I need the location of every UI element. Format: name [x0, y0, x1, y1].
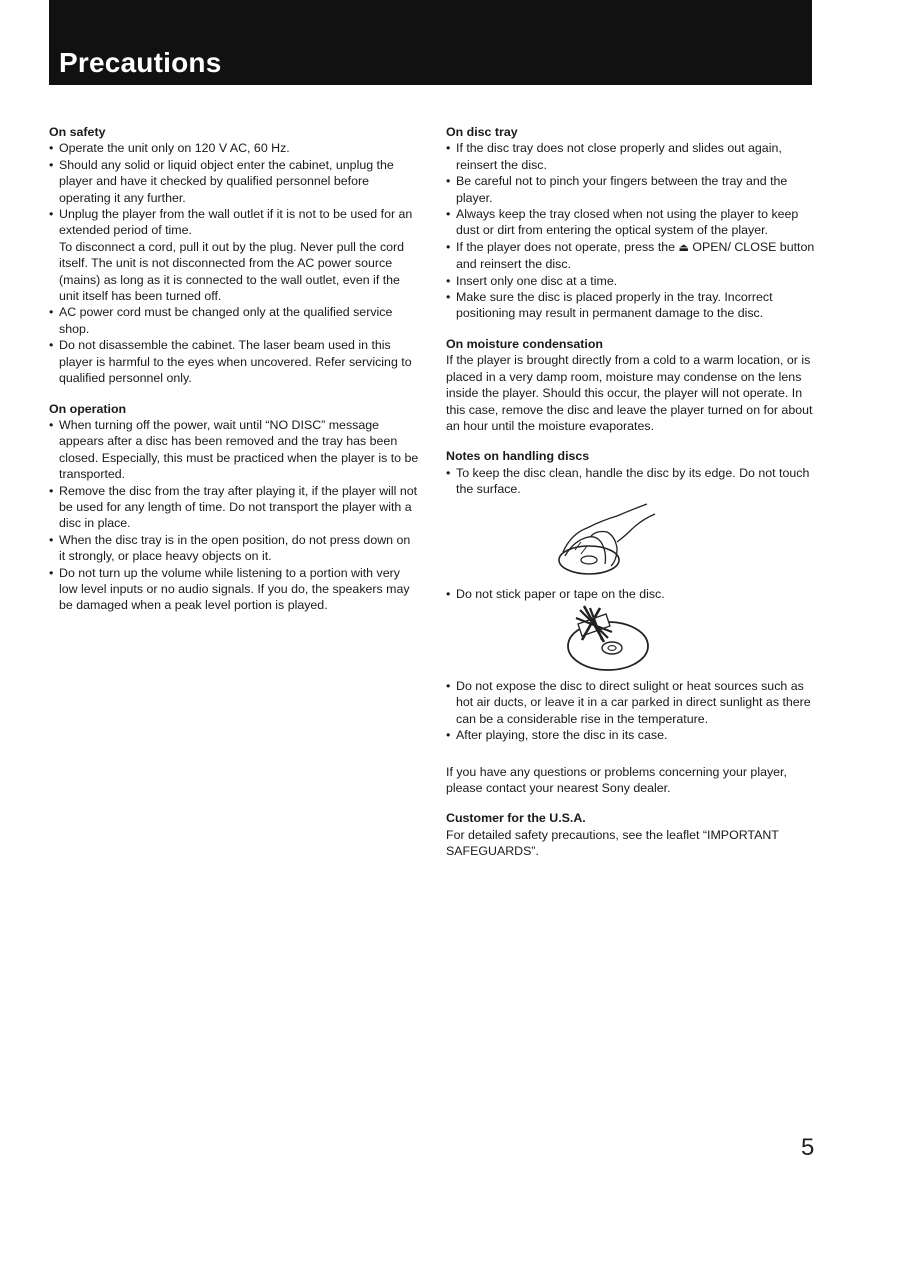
- hand-holding-disc-icon: [551, 502, 661, 584]
- list-item: • Always keep the tray closed when not using the player to keep dust or dirt from entering the optical system of the player.: [446, 206, 816, 239]
- list-item: • Do not expose the disc to direct sulight or heat sources such as hot air ducts, or leave it in a car parked in direct sunlight as there can be a considerable rise in the temperature.: [446, 678, 816, 727]
- list-item-note: To disconnect a cord, pull it out by the plug. Never pull the cord itself. The unit is not disconnected from the AC power source (mains) as long as it is connected to the wall outlet, even if the unit itself has been turned off.: [59, 239, 405, 304]
- list-item: • Insert only one disc at a time.: [446, 273, 816, 289]
- section-safety: [49, 124, 419, 387]
- right-column: [446, 124, 816, 874]
- list-item: • Do not disassemble the cabinet. The laser beam used in this player is harmful to the eyes when uncovered. Refer servicing to qualified personnel only.: [49, 337, 419, 386]
- bullet-list: [446, 586, 816, 602]
- list-item-text: • Unplug the player from the wall outlet if it is not to be used for an extended period of time.: [59, 207, 413, 238]
- list-item: • Remove the disc from the tray after playing it, if the player will not be used for any length of time. Do not transport the player with a disc in place.: [49, 483, 419, 532]
- list-item-text: If the player does not operate, press the: [456, 239, 676, 254]
- bullet-list: [49, 140, 419, 386]
- section-operation: [49, 401, 419, 614]
- list-item: • To keep the disc clean, handle the disc by its edge. Do not touch the surface.: [446, 465, 816, 498]
- section-title: Notes on handling discs: [446, 449, 590, 464]
- bullet-list: [49, 417, 419, 614]
- list-item: • Do not stick paper or tape on the disc.: [446, 586, 816, 602]
- disc-handling-illustration: [446, 498, 816, 586]
- list-item: [446, 239, 816, 273]
- list-item: • When turning off the power, wait until “NO DISC” message appears after a disc has been removed and the tray has been closed. Especially, this must be practiced when the player is to be transported.: [49, 417, 419, 483]
- bullet-list: [446, 465, 816, 498]
- eject-icon: ⏏: [678, 241, 689, 254]
- left-column: [49, 124, 419, 628]
- section-contact: [446, 764, 816, 797]
- list-item: • After playing, store the disc in its case.: [446, 727, 816, 743]
- section-title: On safety: [49, 125, 106, 139]
- paragraph: If the player is brought directly from a cold to a warm location, or is placed in a very damp room, moisture may condense on the lens inside the player. Should this occur, the player will not operate. In this case, remove the disc and leave the player turned on for about an hour until the moisture evaporates.: [446, 353, 813, 433]
- page-number: 5: [801, 1134, 815, 1161]
- section-disc-tray: [446, 124, 816, 322]
- list-item: • Make sure the disc is placed properly in the tray. Incorrect positioning may result in permanent damage to the disc.: [446, 289, 816, 322]
- list-item: • Should any solid or liquid object enter the cabinet, unplug the player and have it checked by qualified personnel before operating it any further.: [49, 157, 419, 206]
- page-title: Precautions: [59, 47, 222, 78]
- list-item: • Operate the unit only on 120 V AC, 60 Hz.: [49, 140, 419, 156]
- disc-with-tape-crossed-icon: [556, 604, 656, 674]
- disc-no-tape-illustration: [446, 602, 816, 678]
- section-title: On moisture condensation: [446, 336, 603, 351]
- bullet-list: [446, 140, 816, 321]
- section-title: On operation: [49, 401, 127, 416]
- list-item: • When the disc tray is in the open position, do not press down on it strongly, or place heavy objects on it.: [49, 532, 419, 565]
- section-handling: [446, 448, 816, 743]
- section-title: Customer for the U.S.A.: [446, 811, 586, 826]
- section-title: On disc tray: [446, 125, 518, 139]
- paragraph: For detailed safety precautions, see the leaflet “IMPORTANT SAFEGUARDS”.: [446, 827, 779, 859]
- list-item: • Be careful not to pinch your fingers between the tray and the player.: [446, 173, 816, 206]
- paragraph: If you have any questions or problems concerning your player, please contact your nearest Sony dealer.: [446, 764, 787, 795]
- list-item-text: OPEN/ CLOSE button and reinsert the disc.: [456, 239, 815, 272]
- list-item: [49, 206, 419, 304]
- list-item: • If the disc tray does not close properly and slides out again, reinsert the disc.: [446, 140, 816, 173]
- section-moisture: [446, 336, 816, 434]
- list-item: • Do not turn up the volume while listening to a portion with very low level inputs or no audio signals. If you do, the speakers may be damaged when a peak level portion is played.: [49, 565, 419, 614]
- bullet-list: [446, 678, 816, 744]
- list-item: • AC power cord must be changed only at the qualified service shop.: [49, 304, 419, 337]
- section-usa: [446, 810, 816, 859]
